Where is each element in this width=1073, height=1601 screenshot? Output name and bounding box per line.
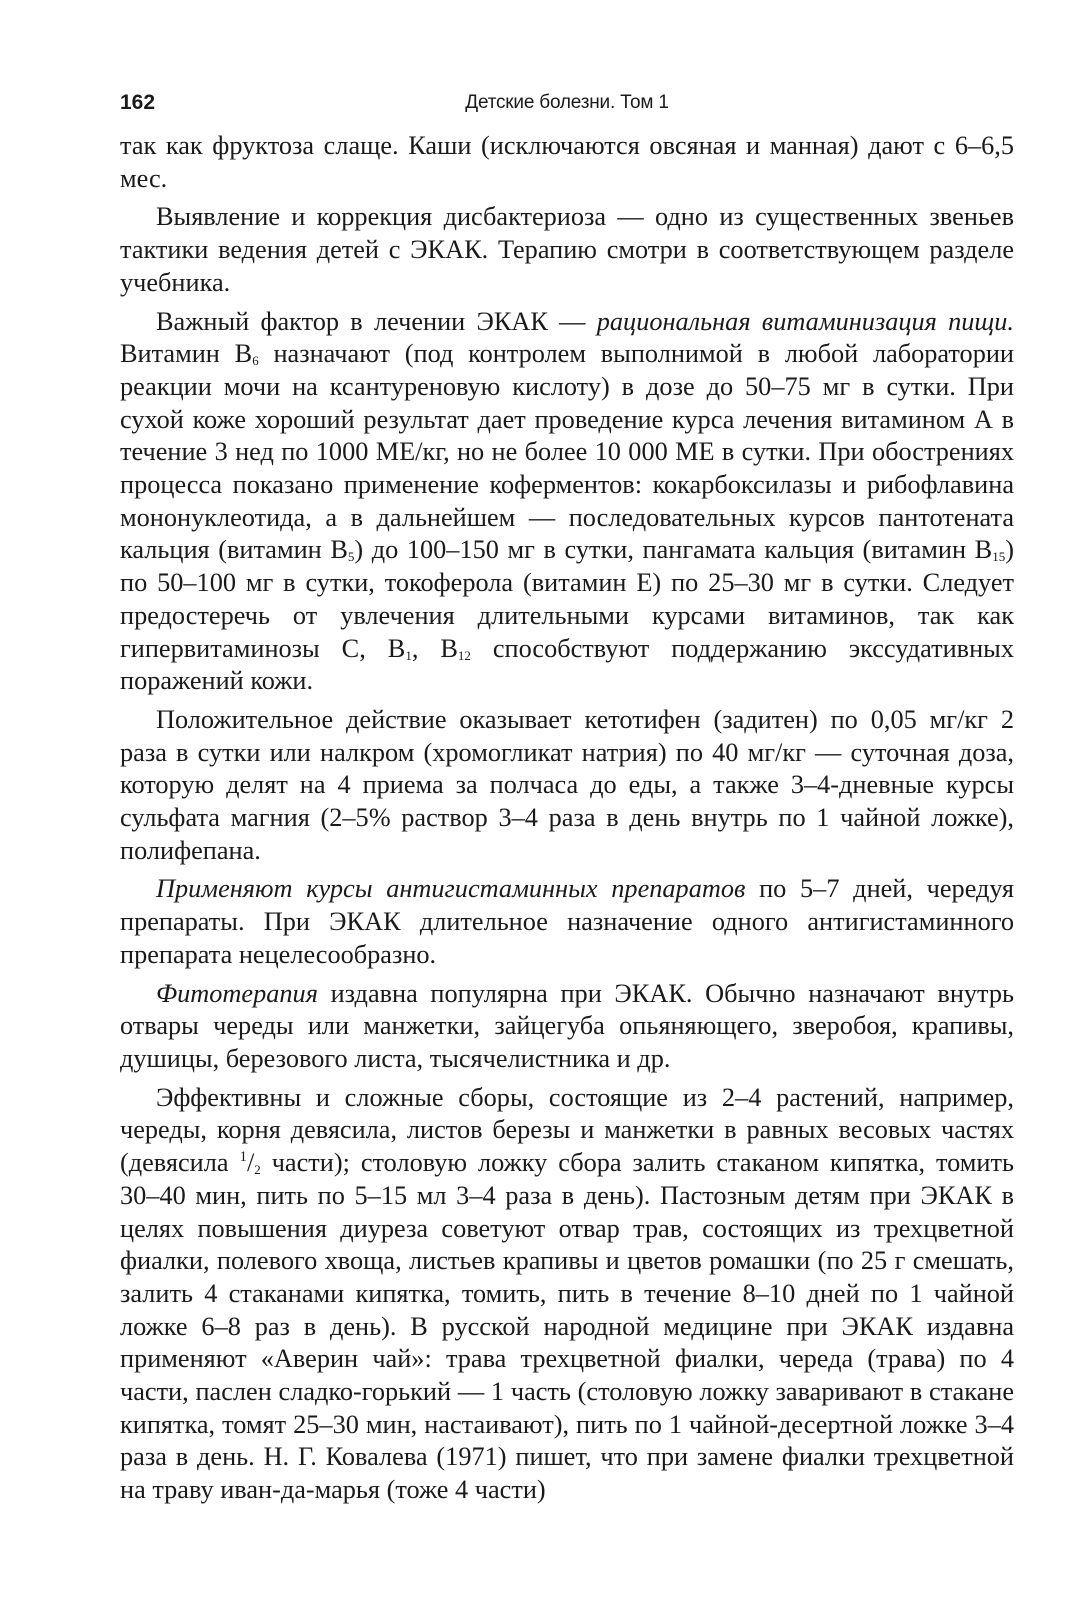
subscript: 1 [405, 647, 412, 663]
emphasis-phytotherapy: Фитотерапия [156, 978, 318, 1008]
paragraph-vitamins [120, 306, 1014, 698]
text-span: издавна популярна при ЭКАК. Обычно назначают внутрь отвары череды или манжетки, зайцегуба опьяняющего, зверобоя, крапивы, душицы, березового листа, тысячелистника и др. [120, 978, 1014, 1073]
subscript: 12 [457, 647, 471, 663]
emphasis-antihistamines: Применяют курсы антигистаминных препаратов [156, 874, 746, 904]
text-span: части); столовую ложку сбора залить стаканом кипятка, томить 30–40 мин, пить по 5–15 мл 3–4 раза в день). Пастозным детям при ЭКАК в целях повышения диуреза советуют отвар трав, состоящих из трехцветной фиалки, полевого хвоща, листьев крапивы и цветов ромашки (по 25 г смешать, залить 4 стаканами кипятка, томить, пить в течение 8–10 дней по 1 чайной ложке 6–8 раз в день). В русской народной медицине при ЭКАК издавна применяют «Аверин чай»: трава трехцветной фиалки, череда (трава) по 4 части, паслен сладко-горький — 1 часть (столовую ложку заваривают в стакане кипятка, томят 25–30 мин, настаивают), пить по 1 чайной-десертной ложке 3–4 раза в день. Н. Г. Ковалева (1971) пишет, что при замене фиалки трехцветной на траву иван-да-марья (тоже 4 части) [120, 1148, 1014, 1505]
subscript: 5 [347, 549, 355, 565]
subscript: 6 [252, 353, 259, 369]
text-span: по 5–7 дней, чередуя препараты. При ЭКАК длительное назначение одного антигистаминного препарата нецелесообразно. [120, 874, 1014, 969]
text-span: ) до 100–150 мг в сутки, пангамата кальция (витамин В [354, 535, 993, 565]
text-span: ) по 50–100 мг в сутки, токоферола (витамин Е) по 25–30 мг в сутки. Следует предостеречь от увлечения длительными курсами витаминов, так как гипервитаминозы С, В [120, 535, 1014, 663]
paragraph-fructose: так как фруктоза слаще. Каши (исключаются овсяная и манная) дают с 6–6,5 мес. [120, 131, 1014, 193]
text-span: назначают (под контролем выполнимой в любой лаборатории реакции мочи на ксантуреновую кислоту) в дозе до 50–75 мг в сутки. При сухой коже хороший результат дает проведение курса лечения витамином А в течение 3 нед по 1000 МЕ/кг, но не более 10 000 МЕ в сутки. При обострениях процесса показано применение коферментов: кокарбоксилазы и рибофлавина мононуклеотида, а в дальнейшем — последовательных курсов пантотената кальция (витамин В [120, 339, 1015, 565]
text-span: , В [411, 633, 458, 663]
body-text [120, 130, 1014, 1507]
emphasis-vitaminization: рациональная витаминизация пищи. [596, 306, 1015, 336]
paragraph-dysbacteriosis: Выявление и коррекция дисбактериоза — одно из существенных звеньев тактики ведения детей с ЭКАК. Терапию смотри в соответствующем разделе учебника. [120, 202, 1014, 297]
paragraph-phytotherapy [120, 978, 1014, 1076]
page-number: 162 [120, 91, 156, 114]
paragraph-antihistamines [120, 873, 1014, 971]
text-span: Витамин В [120, 339, 253, 369]
subscript: 15 [992, 549, 1006, 565]
text-span: Важный фактор в лечении ЭКАК — [156, 306, 597, 336]
text-span: Эффективны и сложные сборы, состоящие из 2–4 растений, например, череды, корня девясила, листов березы и манжетки в равных весовых частях (девясила [120, 1082, 1014, 1178]
fraction-denominator: 2 [254, 1162, 261, 1178]
paragraph-herbal-mixtures [120, 1082, 1014, 1507]
book-page [120, 88, 1014, 1513]
running-title: Детские болезни. Том 1 [465, 92, 669, 113]
fraction-numerator: 1 [239, 1149, 247, 1166]
fraction-slash: / [246, 1148, 255, 1178]
running-head [120, 88, 1014, 118]
text-span: способствуют поддержанию экссудативных поражений кожи. [120, 633, 1014, 696]
paragraph-ketotifen: Положительное действие оказывает кетотифен (задитен) по 0,05 мг/кг 2 раза в сутки или налкром (хромогликат натрия) по 40 мг/кг — суточная доза, которую делят на 4 приема за полчаса до еды, а также 3–4-дневные курсы сульфата магния (2–5% раствор 3–4 раза в день внутрь по 1 чайной ложке), полифепана. [120, 704, 1014, 865]
